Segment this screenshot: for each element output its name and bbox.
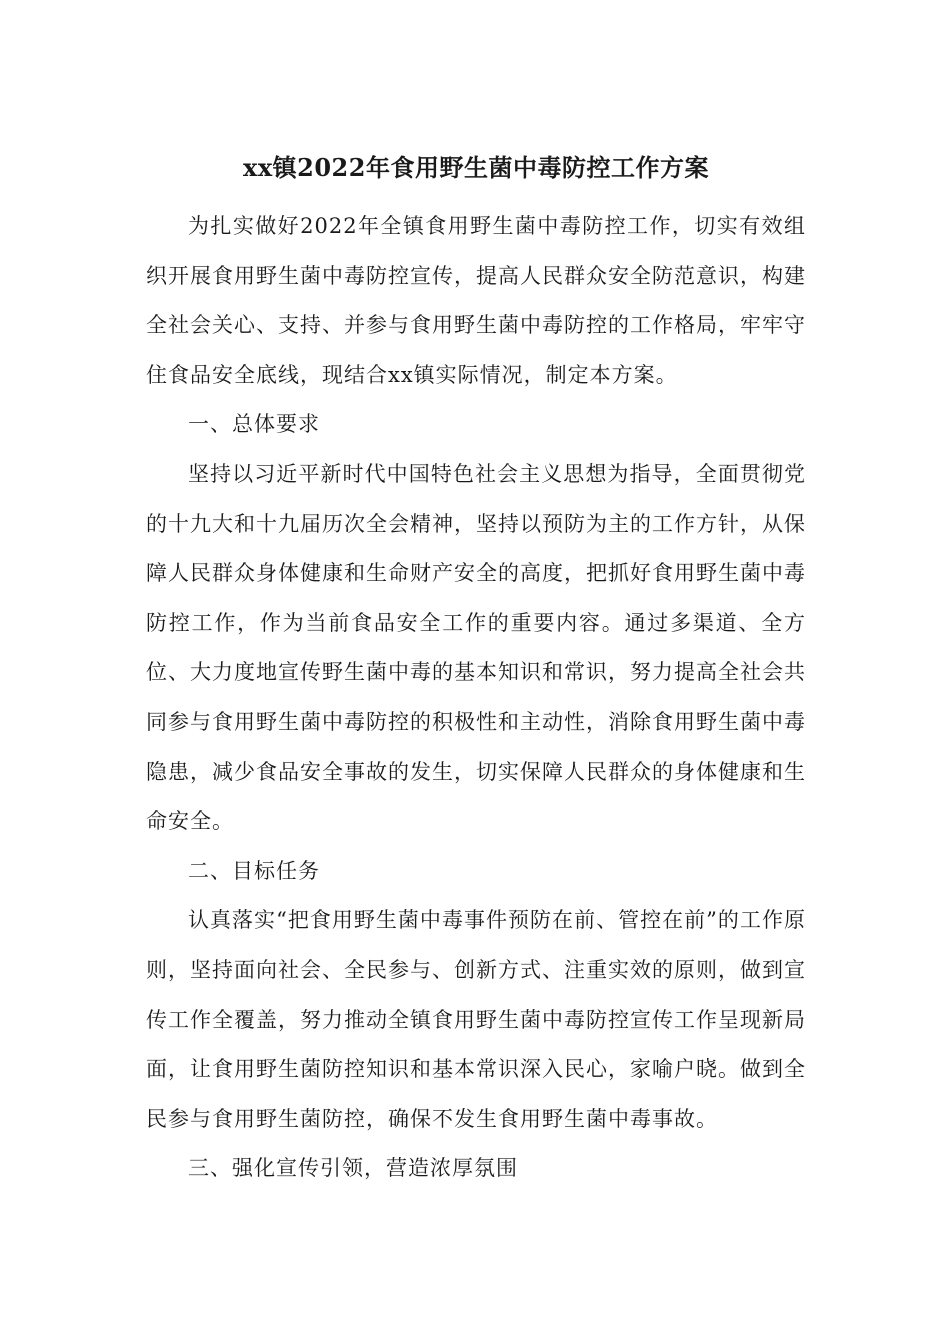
- document-title: xx镇2022年食用野生菌中毒防控工作方案: [243, 153, 709, 182]
- intro-paragraph: 为扎实做好2022年全镇食用野生菌中毒防控工作，切实有效组织开展食用野生菌中毒防控宣传，提高人民群众安全防范意识，构建全社会关心、支持、并参与食用野生菌中毒防控的工作格局，牢牢守住食品安全底线，现结合xx镇实际情况，制定本方案。: [146, 214, 806, 387]
- section-heading-goals: 二、目标任务: [188, 858, 320, 883]
- section-body-goals: 认真落实“把食用野生菌中毒事件预防在前、管控在前”的工作原则，坚持面向社会、全民参与、创新方式、注重实效的原则，做到宣传工作全覆盖，努力推动全镇食用野生菌中毒防控宣传工作呈现新局面，让食用野生菌防控知识和基本常识深入民心，家喻户晓。做到全民参与食用野生菌防控，确保不发生食用野生菌中毒事故。: [146, 908, 806, 1131]
- section-heading-general-requirements: 一、总体要求: [188, 412, 320, 437]
- document-page: [146, 150, 806, 1194]
- section-heading-publicity: 三、强化宣传引领，营造浓厚氛围: [188, 1156, 518, 1181]
- section-body-general-requirements: 坚持以习近平新时代中国特色社会主义思想为指导，全面贯彻党的十九大和十九届历次全会精神，坚持以预防为主的工作方针，从保障人民群众身体健康和生命财产安全的高度，把抓好食用野生菌中毒防控工作，作为当前食品安全工作的重要内容。通过多渠道、全方位、大力度地宣传野生菌中毒的基本知识和常识，努力提高全社会共同参与食用野生菌中毒防控的积极性和主动性，消除食用野生菌中毒隐患，减少食品安全事故的发生，切实保障人民群众的身体健康和生命安全。: [146, 461, 806, 834]
